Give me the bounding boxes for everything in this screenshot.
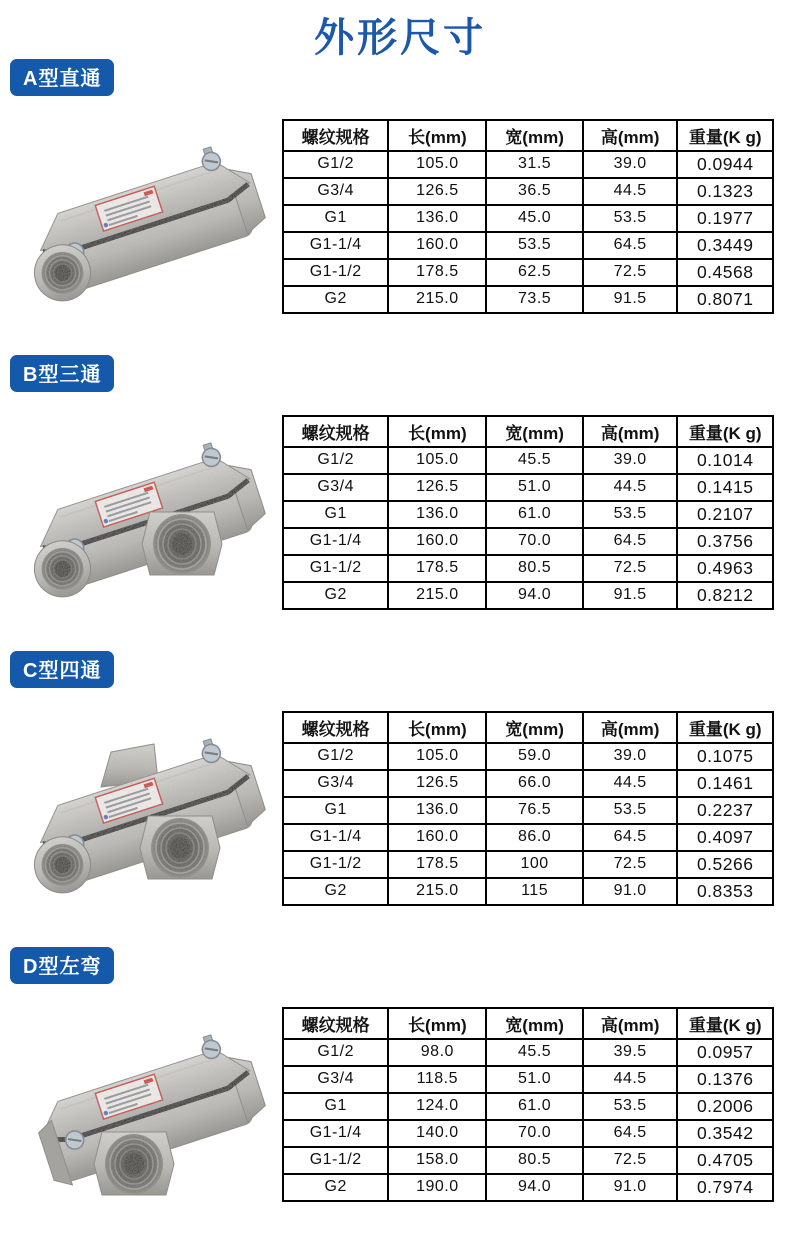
col-header-thread-spec: 螺纹规格 <box>283 416 388 447</box>
col-header-weight: 重量(K g) <box>677 416 773 447</box>
thread-spec-cell: G3/4 <box>283 474 388 501</box>
height-cell: 91.0 <box>583 878 678 905</box>
col-header-thread-spec: 螺纹规格 <box>283 1008 388 1039</box>
thread-spec-cell: G3/4 <box>283 178 388 205</box>
weight-cell: 0.0944 <box>677 151 773 178</box>
spec-table-row <box>283 178 773 205</box>
length-cell: 160.0 <box>388 232 486 259</box>
col-header-length: 长(mm) <box>388 416 486 447</box>
thread-spec-cell: G1-1/2 <box>283 1147 388 1174</box>
spec-table-row <box>283 878 773 905</box>
width-cell: 59.0 <box>486 743 583 770</box>
spec-table-row <box>283 1039 773 1066</box>
b-type-fitting-illustration <box>6 396 276 628</box>
spec-table-row <box>283 555 773 582</box>
length-cell: 158.0 <box>388 1147 486 1174</box>
height-cell: 72.5 <box>583 259 678 286</box>
width-cell: 53.5 <box>486 232 583 259</box>
section-d-left-elbow <box>0 946 800 1242</box>
c-type-fitting-illustration <box>6 692 276 924</box>
width-cell: 76.5 <box>486 797 583 824</box>
length-cell: 136.0 <box>388 501 486 528</box>
weight-cell: 0.1014 <box>677 447 773 474</box>
weight-cell: 0.4568 <box>677 259 773 286</box>
thread-spec-cell: G3/4 <box>283 770 388 797</box>
length-cell: 98.0 <box>388 1039 486 1066</box>
spec-table-row <box>283 474 773 501</box>
width-cell: 73.5 <box>486 286 583 313</box>
product-photo-c-cross <box>0 690 282 926</box>
spec-table-row <box>283 1093 773 1120</box>
thread-spec-cell: G1/2 <box>283 743 388 770</box>
thread-spec-cell: G1 <box>283 797 388 824</box>
height-cell: 39.0 <box>583 151 678 178</box>
height-cell: 53.5 <box>583 797 678 824</box>
length-cell: 190.0 <box>388 1174 486 1201</box>
height-cell: 91.0 <box>583 1174 678 1201</box>
weight-cell: 0.5266 <box>677 851 773 878</box>
page-title: 外形尺寸 <box>314 16 486 60</box>
thread-spec-cell: G1 <box>283 501 388 528</box>
spec-table-d <box>282 1007 774 1202</box>
spec-table-row <box>283 286 773 313</box>
section-d-badge: D型左弯 <box>10 947 114 984</box>
thread-spec-cell: G2 <box>283 582 388 609</box>
length-cell: 215.0 <box>388 582 486 609</box>
col-header-height: 高(mm) <box>583 1008 678 1039</box>
table-header-row <box>283 120 773 151</box>
thread-spec-cell: G1/2 <box>283 151 388 178</box>
length-cell: 105.0 <box>388 447 486 474</box>
product-photo-b-tee <box>0 394 282 630</box>
spec-table-row <box>283 582 773 609</box>
spec-table-row <box>283 743 773 770</box>
width-cell: 66.0 <box>486 770 583 797</box>
width-cell: 45.5 <box>486 447 583 474</box>
thread-spec-cell: G1/2 <box>283 447 388 474</box>
table-header-row <box>283 712 773 743</box>
spec-table-row <box>283 232 773 259</box>
col-header-weight: 重量(K g) <box>677 712 773 743</box>
col-header-thread-spec: 螺纹规格 <box>283 120 388 151</box>
height-cell: 39.5 <box>583 1039 678 1066</box>
thread-spec-cell: G1 <box>283 1093 388 1120</box>
width-cell: 62.5 <box>486 259 583 286</box>
weight-cell: 0.1415 <box>677 474 773 501</box>
length-cell: 126.5 <box>388 474 486 501</box>
length-cell: 178.5 <box>388 851 486 878</box>
height-cell: 44.5 <box>583 1066 678 1093</box>
length-cell: 160.0 <box>388 824 486 851</box>
height-cell: 44.5 <box>583 178 678 205</box>
spec-table-row <box>283 1066 773 1093</box>
height-cell: 53.5 <box>583 1093 678 1120</box>
length-cell: 105.0 <box>388 743 486 770</box>
height-cell: 91.5 <box>583 582 678 609</box>
col-header-height: 高(mm) <box>583 712 678 743</box>
thread-spec-cell: G1-1/2 <box>283 259 388 286</box>
section-b-tee <box>0 354 800 650</box>
table-header-row <box>283 1008 773 1039</box>
weight-cell: 0.1376 <box>677 1066 773 1093</box>
width-cell: 70.0 <box>486 528 583 555</box>
spec-table-row <box>283 501 773 528</box>
col-header-length: 长(mm) <box>388 712 486 743</box>
width-cell: 100 <box>486 851 583 878</box>
length-cell: 136.0 <box>388 205 486 232</box>
weight-cell: 0.1075 <box>677 743 773 770</box>
weight-cell: 0.4963 <box>677 555 773 582</box>
height-cell: 64.5 <box>583 824 678 851</box>
a-type-fitting-illustration <box>6 100 276 332</box>
section-a-straight <box>0 58 800 354</box>
thread-spec-cell: G2 <box>283 286 388 313</box>
width-cell: 80.5 <box>486 555 583 582</box>
length-cell: 140.0 <box>388 1120 486 1147</box>
weight-cell: 0.8071 <box>677 286 773 313</box>
width-cell: 45.5 <box>486 1039 583 1066</box>
height-cell: 64.5 <box>583 528 678 555</box>
weight-cell: 0.0957 <box>677 1039 773 1066</box>
length-cell: 105.0 <box>388 151 486 178</box>
length-cell: 215.0 <box>388 286 486 313</box>
thread-spec-cell: G1-1/2 <box>283 555 388 582</box>
weight-cell: 0.4097 <box>677 824 773 851</box>
weight-cell: 0.4705 <box>677 1147 773 1174</box>
weight-cell: 0.3756 <box>677 528 773 555</box>
spec-table-b <box>282 415 774 610</box>
width-cell: 94.0 <box>486 582 583 609</box>
weight-cell: 0.2006 <box>677 1093 773 1120</box>
height-cell: 72.5 <box>583 1147 678 1174</box>
section-c-badge: C型四通 <box>10 651 114 688</box>
spec-table-row <box>283 1147 773 1174</box>
height-cell: 39.0 <box>583 743 678 770</box>
col-header-height: 高(mm) <box>583 120 678 151</box>
spec-table-row <box>283 447 773 474</box>
length-cell: 136.0 <box>388 797 486 824</box>
col-header-width: 宽(mm) <box>486 1008 583 1039</box>
width-cell: 70.0 <box>486 1120 583 1147</box>
thread-spec-cell: G1-1/4 <box>283 1120 388 1147</box>
col-header-thread-spec: 螺纹规格 <box>283 712 388 743</box>
length-cell: 126.5 <box>388 178 486 205</box>
spec-table-row <box>283 259 773 286</box>
height-cell: 44.5 <box>583 770 678 797</box>
spec-table-a <box>282 119 774 314</box>
thread-spec-cell: G2 <box>283 1174 388 1201</box>
col-header-height: 高(mm) <box>583 416 678 447</box>
width-cell: 36.5 <box>486 178 583 205</box>
height-cell: 53.5 <box>583 501 678 528</box>
spec-table-row <box>283 528 773 555</box>
height-cell: 64.5 <box>583 1120 678 1147</box>
weight-cell: 0.8212 <box>677 582 773 609</box>
section-b-badge: B型三通 <box>10 355 114 392</box>
width-cell: 94.0 <box>486 1174 583 1201</box>
weight-cell: 0.1977 <box>677 205 773 232</box>
width-cell: 115 <box>486 878 583 905</box>
spec-table-row <box>283 824 773 851</box>
thread-spec-cell: G1-1/4 <box>283 232 388 259</box>
height-cell: 39.0 <box>583 447 678 474</box>
width-cell: 51.0 <box>486 1066 583 1093</box>
width-cell: 61.0 <box>486 1093 583 1120</box>
width-cell: 45.0 <box>486 205 583 232</box>
col-header-width: 宽(mm) <box>486 712 583 743</box>
length-cell: 178.5 <box>388 555 486 582</box>
length-cell: 215.0 <box>388 878 486 905</box>
weight-cell: 0.2107 <box>677 501 773 528</box>
spec-table-row <box>283 1174 773 1201</box>
section-a-badge: A型直通 <box>10 59 114 96</box>
width-cell: 80.5 <box>486 1147 583 1174</box>
weight-cell: 0.8353 <box>677 878 773 905</box>
width-cell: 61.0 <box>486 501 583 528</box>
weight-cell: 0.2237 <box>677 797 773 824</box>
height-cell: 44.5 <box>583 474 678 501</box>
spec-table-row <box>283 1120 773 1147</box>
col-header-weight: 重量(K g) <box>677 120 773 151</box>
width-cell: 51.0 <box>486 474 583 501</box>
height-cell: 91.5 <box>583 286 678 313</box>
thread-spec-cell: G1 <box>283 205 388 232</box>
weight-cell: 0.3449 <box>677 232 773 259</box>
spec-table-c <box>282 711 774 906</box>
height-cell: 72.5 <box>583 851 678 878</box>
product-photo-a-straight <box>0 98 282 334</box>
height-cell: 64.5 <box>583 232 678 259</box>
height-cell: 72.5 <box>583 555 678 582</box>
spec-table-row <box>283 205 773 232</box>
spec-table-row <box>283 151 773 178</box>
spec-table-row <box>283 797 773 824</box>
product-photo-d-left-elbow <box>0 986 282 1222</box>
weight-cell: 0.1461 <box>677 770 773 797</box>
col-header-width: 宽(mm) <box>486 416 583 447</box>
length-cell: 124.0 <box>388 1093 486 1120</box>
width-cell: 86.0 <box>486 824 583 851</box>
col-header-length: 长(mm) <box>388 1008 486 1039</box>
length-cell: 118.5 <box>388 1066 486 1093</box>
col-header-length: 长(mm) <box>388 120 486 151</box>
length-cell: 160.0 <box>388 528 486 555</box>
thread-spec-cell: G1-1/4 <box>283 528 388 555</box>
thread-spec-cell: G1-1/4 <box>283 824 388 851</box>
length-cell: 178.5 <box>388 259 486 286</box>
spec-table-row <box>283 770 773 797</box>
height-cell: 53.5 <box>583 205 678 232</box>
length-cell: 126.5 <box>388 770 486 797</box>
thread-spec-cell: G1/2 <box>283 1039 388 1066</box>
table-header-row <box>283 416 773 447</box>
thread-spec-cell: G1-1/2 <box>283 851 388 878</box>
spec-table-row <box>283 851 773 878</box>
col-header-weight: 重量(K g) <box>677 1008 773 1039</box>
weight-cell: 0.3542 <box>677 1120 773 1147</box>
width-cell: 31.5 <box>486 151 583 178</box>
weight-cell: 0.1323 <box>677 178 773 205</box>
weight-cell: 0.7974 <box>677 1174 773 1201</box>
thread-spec-cell: G2 <box>283 878 388 905</box>
col-header-width: 宽(mm) <box>486 120 583 151</box>
d-type-fitting-illustration <box>6 988 276 1220</box>
section-c-cross <box>0 650 800 946</box>
thread-spec-cell: G3/4 <box>283 1066 388 1093</box>
